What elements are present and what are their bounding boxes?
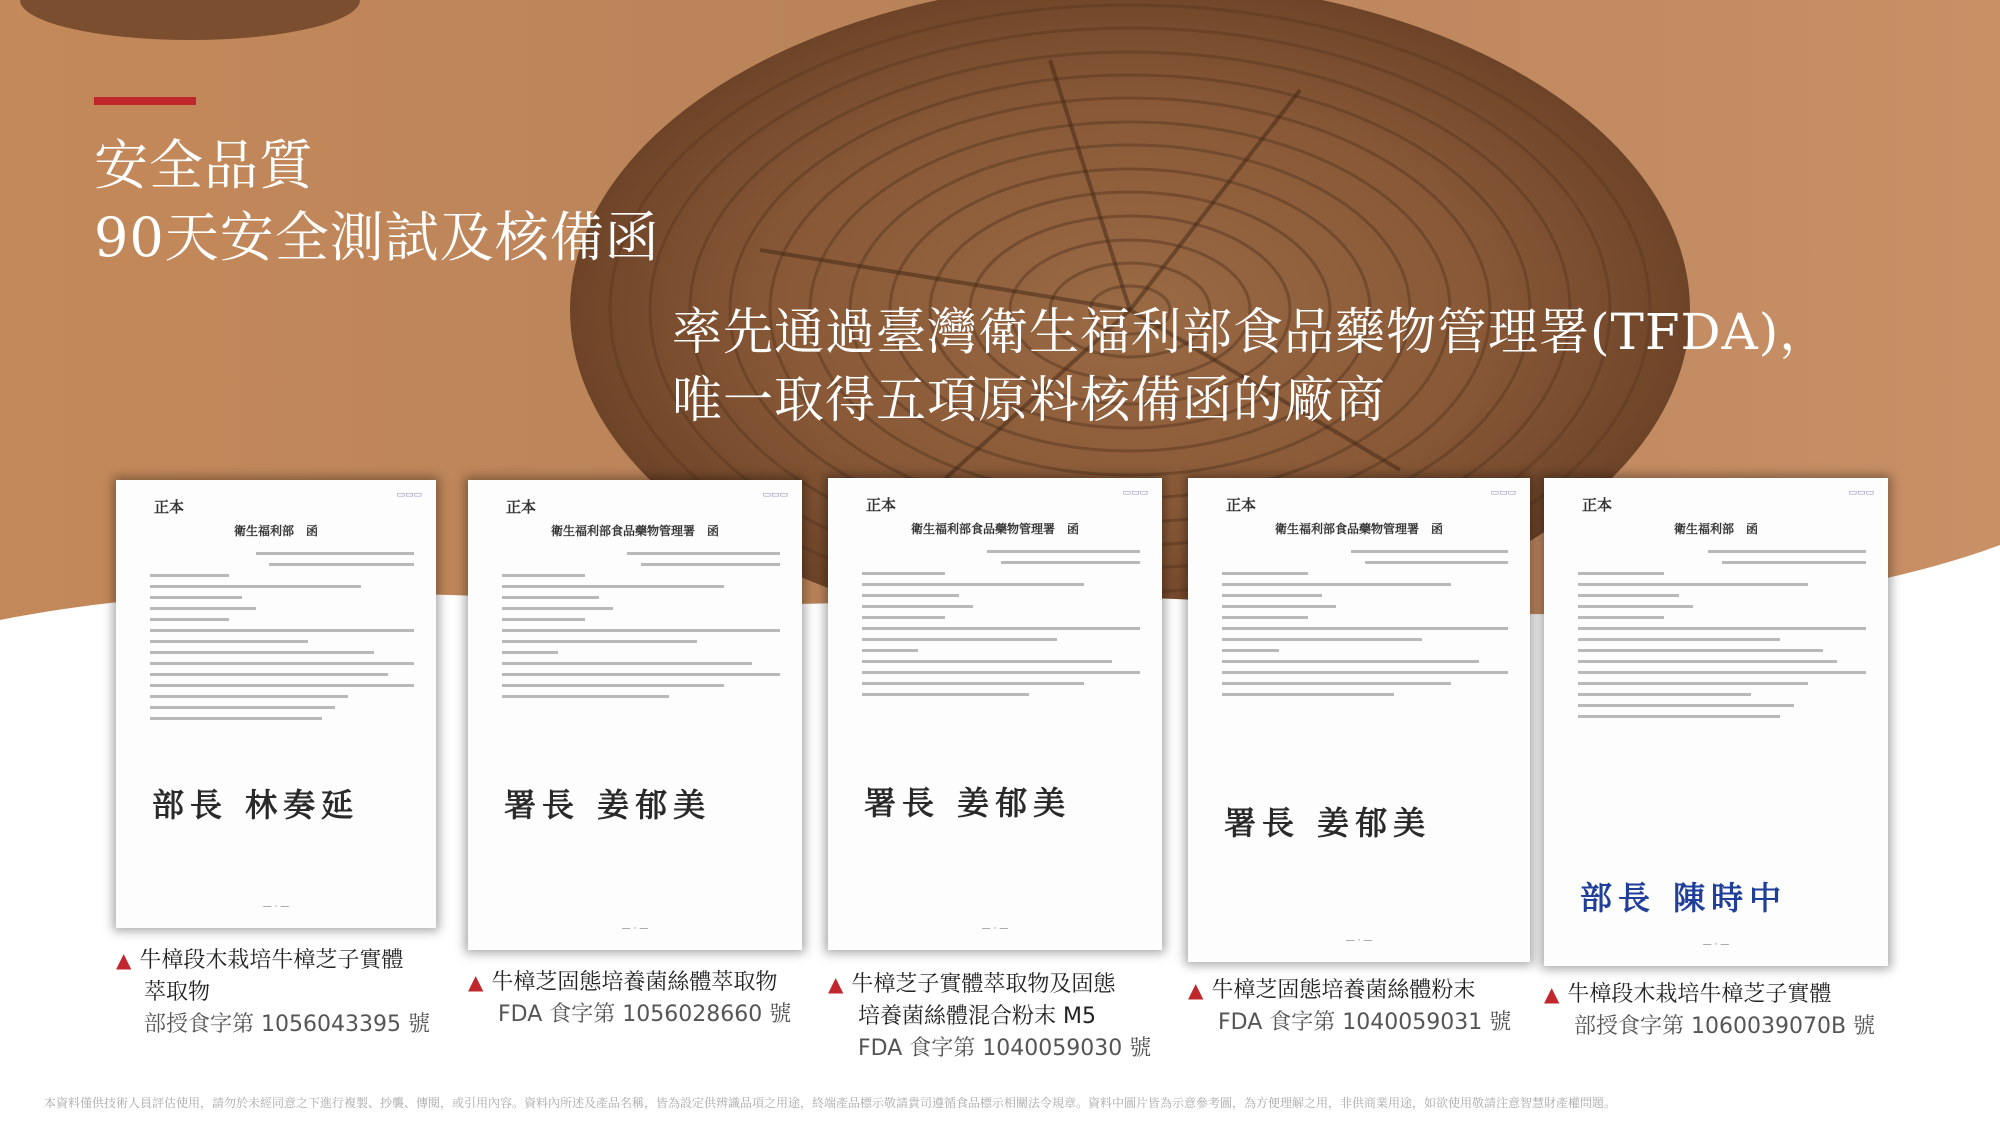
letter-body (1222, 550, 1508, 704)
header-mark: 正本 (866, 496, 897, 514)
letter-body (1578, 550, 1866, 726)
agency-name: 衛生福利部 函 (1673, 522, 1758, 536)
letter-body (862, 550, 1140, 704)
triangle-bullet-icon: ▲ (828, 972, 844, 996)
caption-license: FDA 食字第 1040059031 號 (1218, 1010, 1512, 1035)
agency-name: 衛生福利部食品藥物管理署 函 (910, 522, 1079, 536)
caption-license: 部授食字第 1060039070B 號 (1574, 1014, 1876, 1039)
title-line-2: 90天安全測試及核備函 (94, 206, 660, 269)
page-number: — · — (1345, 936, 1373, 946)
caption-4 (1188, 974, 1511, 1039)
approval-letter-1 (116, 480, 436, 928)
accent-bar (94, 97, 196, 105)
receipt-stamp: ▭▭▭ (762, 490, 788, 500)
agency-name: 衛生福利部 函 (233, 524, 318, 538)
title-line-1: 安全品質 (94, 134, 314, 197)
headline-line-1: 率先通過臺灣衛生福利部食品藥物管理署(TFDA)， (672, 303, 1831, 361)
caption-license: 部授食字第 1056043395 號 (144, 1012, 430, 1037)
caption-5 (1544, 978, 1875, 1043)
signature: 署長 姜郁美 (864, 784, 1072, 822)
receipt-stamp: ▭▭▭ (1122, 488, 1148, 498)
caption-product: 牛樟芝固態培養菌絲體萃取物 (491, 970, 778, 995)
caption-product: 牛樟芝子實體萃取物及固態 (851, 972, 1116, 997)
triangle-bullet-icon: ▲ (1544, 982, 1560, 1006)
signature: 署長 姜郁美 (504, 786, 712, 824)
approval-letter-3 (828, 478, 1162, 950)
triangle-bullet-icon: ▲ (116, 948, 132, 972)
header-mark: 正本 (1582, 496, 1613, 514)
approval-letter-2 (468, 480, 802, 950)
caption-1 (116, 944, 430, 1041)
triangle-bullet-icon: ▲ (468, 970, 484, 994)
receipt-stamp: ▭▭▭ (1490, 488, 1516, 498)
agency-name: 衛生福利部食品藥物管理署 函 (1274, 522, 1443, 536)
caption-license: FDA 食字第 1040059030 號 (858, 1036, 1152, 1061)
caption-product-cont: 培養菌絲體混合粉末 M5 (858, 1004, 1096, 1029)
caption-product: 牛樟芝固態培養菌絲體粉末 (1211, 978, 1476, 1003)
header-mark: 正本 (1226, 496, 1257, 514)
page-number: — · — (1702, 940, 1730, 950)
caption-product: 牛樟段木栽培牛樟芝子實體 (1567, 982, 1832, 1007)
receipt-stamp: ▭▭▭ (1848, 488, 1874, 498)
signature: 部長 陳時中 (1580, 879, 1788, 917)
header-mark: 正本 (154, 498, 185, 516)
page-number: — · — (981, 924, 1009, 934)
page-title (94, 130, 660, 274)
triangle-bullet-icon: ▲ (1188, 978, 1204, 1002)
caption-3 (828, 968, 1151, 1065)
caption-license: FDA 食字第 1056028660 號 (498, 1002, 792, 1027)
headline-line-2: 唯一取得五項原料核備函的廠商 (672, 371, 1386, 429)
page-number: — · — (262, 902, 290, 912)
disclaimer-footer: 本資料僅供技術人員評估使用，請勿於未經同意之下進行複製、抄襲、傳閱，或引用內容。資料內所述及產品名稱，皆為設定供辨識品項之用途，終端產品標示敬請貴司遵循食品標示相關法令規章。資料中圖片皆為示意參考圖，為方便理解之用，非供商業用途，如欲使用敬請注意智慧財產權問題。 (44, 1096, 1617, 1110)
caption-2 (468, 966, 791, 1031)
letter-body (502, 552, 780, 706)
page-number: — · — (621, 924, 649, 934)
caption-product: 牛樟段木栽培牛樟芝子實體 (139, 948, 404, 973)
receipt-stamp: ▭▭▭ (396, 490, 422, 500)
agency-name: 衛生福利部食品藥物管理署 函 (550, 524, 719, 538)
signature: 署長 姜郁美 (1224, 804, 1432, 842)
headline (672, 298, 1830, 434)
approval-letter-4 (1188, 478, 1530, 962)
signature: 部長 林奏延 (152, 786, 360, 824)
header-mark: 正本 (506, 498, 537, 516)
approval-letter-5 (1544, 478, 1888, 966)
letter-body (150, 552, 414, 728)
caption-product-cont: 萃取物 (144, 980, 211, 1005)
